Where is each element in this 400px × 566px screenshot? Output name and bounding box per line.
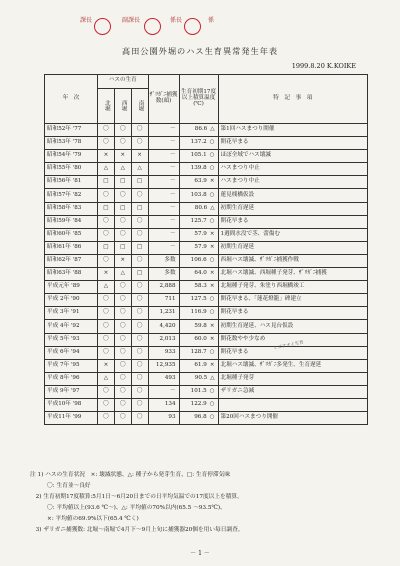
- temp-value: 59.8: [194, 322, 207, 329]
- zarigani-cell: 多数: [148, 268, 179, 281]
- temp-cell: [179, 398, 218, 411]
- zarigani-cell: －: [148, 228, 179, 241]
- note-cell: 蓮見桟橋仮設: [218, 189, 367, 202]
- year-cell: 平成 3年 '91: [45, 307, 98, 320]
- south-cell: 〇: [131, 254, 148, 267]
- temp-cell: [179, 359, 218, 372]
- south-cell: 〇: [131, 398, 148, 411]
- zarigani-cell: 1,231: [148, 307, 179, 320]
- year-cell: 昭和60年 '85: [45, 228, 98, 241]
- zarigani-cell: 933: [148, 346, 179, 359]
- col-notes: 特 記 事 項: [218, 75, 367, 124]
- temp-mark: ○: [209, 139, 215, 146]
- temp-cell: [179, 254, 218, 267]
- table-row: [45, 215, 368, 228]
- north-cell: ×: [98, 359, 115, 372]
- note-cell: 開花早まる、「蓮花燈籠」碑建立: [218, 294, 367, 307]
- table-row: [45, 176, 368, 189]
- col-north: 北堀: [98, 88, 115, 123]
- temp-value: 63.9: [194, 178, 207, 185]
- table-row: [45, 150, 368, 163]
- table-row: [45, 137, 368, 150]
- north-cell: 〇: [98, 189, 115, 202]
- table-row: [45, 189, 368, 202]
- south-cell: 〇: [131, 215, 148, 228]
- south-cell: 〇: [131, 189, 148, 202]
- note-cell: 北堀種子発芽、朱塗り西堀橋竣工: [218, 281, 367, 294]
- north-cell: △: [98, 163, 115, 176]
- temp-mark: △: [210, 204, 215, 211]
- temp-mark: ○: [209, 414, 215, 421]
- temp-mark: ×: [209, 243, 215, 250]
- note-cell: 北堀種子発芽: [218, 372, 367, 385]
- zarigani-cell: 4,420: [148, 320, 179, 333]
- south-cell: 〇: [131, 346, 148, 359]
- year-cell: 平成 4年 '92: [45, 320, 98, 333]
- year-cell: 平成 6年 '94: [45, 346, 98, 359]
- south-cell: □: [131, 241, 148, 254]
- temp-mark: ○: [209, 387, 215, 394]
- note-cell: 北堀ハス壊滅、西堀種子発芽、ｻﾞﾘｶﾞﾆ捕獲: [218, 268, 367, 281]
- col-west: 西堀: [114, 88, 131, 123]
- temp-cell: [179, 307, 218, 320]
- document-title: 高田公園外堀のハス生育異常発生年表: [121, 46, 279, 56]
- south-cell: □: [131, 268, 148, 281]
- north-cell: 〇: [98, 137, 115, 150]
- temp-value: 101.5: [190, 387, 207, 394]
- west-cell: 〇: [114, 189, 131, 202]
- south-cell: 〇: [131, 385, 148, 398]
- south-cell: △: [131, 163, 148, 176]
- temp-mark: ×: [209, 335, 215, 342]
- temp-value: 86.6: [194, 126, 208, 133]
- temp-value: 125.7: [190, 217, 207, 224]
- year-cell: 昭和62年 '87: [45, 254, 98, 267]
- north-cell: △: [98, 281, 115, 294]
- footnote-line: 注 1) ハスの生育状況 ×: 壊滅状態、△: 種子から発芽生育、□: 生育停滞気味: [30, 472, 231, 478]
- temp-mark: ○: [209, 152, 215, 159]
- temp-value: 127.5: [190, 296, 207, 303]
- temp-mark: ○: [209, 309, 215, 316]
- year-cell: 平成 8年 '96: [45, 372, 98, 385]
- temp-cell: [179, 320, 218, 333]
- north-cell: 〇: [98, 412, 115, 425]
- north-cell: 〇: [98, 398, 115, 411]
- temp-value: 105.1: [190, 152, 207, 159]
- zarigani-cell: 12,935: [148, 359, 179, 372]
- west-cell: △: [114, 163, 131, 176]
- temp-value: 103.8: [190, 191, 207, 198]
- col-south: 南堀: [131, 88, 148, 123]
- temp-mark: ×: [209, 230, 215, 237]
- temp-mark: ○: [209, 217, 215, 224]
- temp-value: 116.9: [190, 309, 207, 316]
- temp-cell: [179, 124, 218, 137]
- stamp-label-kacho: 課長: [80, 17, 93, 24]
- year-cell: 平成 2年 '90: [45, 294, 98, 307]
- table-row: [45, 124, 368, 137]
- temp-mark: ○: [209, 296, 215, 303]
- temp-value: 128.7: [190, 348, 207, 355]
- temp-mark: ○: [209, 191, 215, 198]
- south-cell: 〇: [131, 281, 148, 294]
- footnotes: [30, 470, 380, 536]
- note-cell: 開花早まる: [218, 137, 367, 150]
- temp-mark: ×: [209, 270, 215, 277]
- table-row: [45, 241, 368, 254]
- west-cell: △: [114, 268, 131, 281]
- west-cell: 〇: [114, 228, 131, 241]
- note-cell: ハスまつり中止: [218, 163, 367, 176]
- note-cell: 初期生育遅延: [218, 202, 367, 215]
- zarigani-cell: 93: [148, 412, 179, 425]
- temp-value: 61.9: [194, 361, 207, 368]
- temp-mark: △: [210, 126, 215, 133]
- footnote-line: 2) 生育初期17度積算:5月1日～6月20日までの日平均気温での17度以上を積算。: [30, 494, 243, 500]
- temp-cell: [179, 176, 218, 189]
- temp-cell: [179, 372, 218, 385]
- north-cell: 〇: [98, 215, 115, 228]
- west-cell: 〇: [114, 333, 131, 346]
- temp-value: 58.3: [194, 283, 207, 290]
- note-cell: 開花早まる: [218, 215, 367, 228]
- temp-cell: [179, 215, 218, 228]
- year-cell: 昭和55年 '80: [45, 163, 98, 176]
- temp-mark: ×: [209, 178, 215, 185]
- south-cell: □: [131, 202, 148, 215]
- zarigani-cell: 2,013: [148, 333, 179, 346]
- footnote-line: 〇: 生育並～良好: [30, 483, 91, 489]
- north-cell: 〇: [98, 294, 115, 307]
- temp-mark: ×: [209, 361, 215, 368]
- table-row: [45, 163, 368, 176]
- table-row: [45, 281, 368, 294]
- temp-mark: ○: [209, 165, 215, 172]
- temp-cell: [179, 412, 218, 425]
- zarigani-cell: －: [148, 176, 179, 189]
- note-cell: 開花早まる: [218, 307, 367, 320]
- year-cell: 昭和61年 '86: [45, 241, 98, 254]
- west-cell: 〇: [114, 412, 131, 425]
- col-year: 年 次: [45, 75, 98, 124]
- west-cell: 〇: [114, 385, 131, 398]
- zarigani-cell: －: [148, 202, 179, 215]
- table-row: [45, 398, 368, 411]
- temp-value: 57.9: [194, 243, 207, 250]
- stamp-label-kakaricho: 係長: [170, 17, 183, 24]
- west-cell: 〇: [114, 398, 131, 411]
- year-cell: 昭和53年 '78: [45, 137, 98, 150]
- table-row: [45, 254, 368, 267]
- seal-icon: [184, 18, 201, 35]
- note-cell: 開花数やや少なめ: [218, 333, 367, 346]
- temp-value: 57.9: [194, 230, 207, 237]
- west-cell: □: [114, 241, 131, 254]
- temp-cell: [179, 268, 218, 281]
- zarigani-cell: －: [148, 163, 179, 176]
- temp-value: 137.2: [190, 139, 207, 146]
- north-cell: 〇: [98, 320, 115, 333]
- temp-mark: ×: [209, 283, 215, 290]
- north-cell: 〇: [98, 307, 115, 320]
- temp-value: 64.0: [194, 270, 207, 277]
- col-growth: ハスの生育: [98, 75, 149, 89]
- south-cell: 〇: [131, 412, 148, 425]
- temp-cell: [179, 294, 218, 307]
- temp-value: 139.8: [190, 165, 207, 172]
- south-cell: □: [131, 176, 148, 189]
- zarigani-cell: －: [148, 241, 179, 254]
- zarigani-cell: －: [148, 137, 179, 150]
- north-cell: △: [98, 372, 115, 385]
- table-row: [45, 385, 368, 398]
- table-row: [45, 268, 368, 281]
- west-cell: 〇: [114, 359, 131, 372]
- temp-cell: [179, 150, 218, 163]
- north-cell: 〇: [98, 346, 115, 359]
- note-cell: 第1回ハスまつり開催: [218, 124, 367, 137]
- temp-cell: [179, 202, 218, 215]
- year-cell: 昭和56年 '81: [45, 176, 98, 189]
- stamp-label-kakari: 係: [208, 17, 215, 24]
- temp-value: 80.6: [194, 204, 208, 211]
- table-row: [45, 412, 368, 425]
- note-cell: 開花早まる: [218, 346, 367, 359]
- year-cell: 平成元年 '89: [45, 281, 98, 294]
- west-cell: 〇: [114, 294, 131, 307]
- col-temp: 生育初期17度以上積算温度(℃): [179, 75, 218, 124]
- year-cell: 昭和58年 '83: [45, 202, 98, 215]
- year-cell: 平成 7年 '95: [45, 359, 98, 372]
- temp-cell: [179, 241, 218, 254]
- west-cell: 〇: [114, 320, 131, 333]
- south-cell: 〇: [131, 359, 148, 372]
- handwritten-note: ミズアオイ生育: [272, 340, 305, 352]
- stamp-label-fukukacho: 副課長: [122, 17, 141, 24]
- year-cell: 昭和52年 '77: [45, 124, 98, 137]
- south-cell: 〇: [131, 320, 148, 333]
- year-cell: 昭和63年 '88: [45, 268, 98, 281]
- temp-value: 60.0: [194, 335, 207, 342]
- zarigani-cell: －: [148, 385, 179, 398]
- north-cell: ×: [98, 268, 115, 281]
- south-cell: 〇: [131, 307, 148, 320]
- temp-mark: ○: [209, 401, 215, 408]
- note-cell: ほぼ全域でハス壊滅: [218, 150, 367, 163]
- zarigani-cell: 2,888: [148, 281, 179, 294]
- north-cell: 〇: [98, 385, 115, 398]
- west-cell: 〇: [114, 346, 131, 359]
- west-cell: □: [114, 202, 131, 215]
- table-row: [45, 307, 368, 320]
- temp-cell: [179, 385, 218, 398]
- temp-value: 122.9: [190, 401, 207, 408]
- west-cell: 〇: [114, 137, 131, 150]
- temp-cell: [179, 189, 218, 202]
- zarigani-cell: 多数: [148, 254, 179, 267]
- seal-icon: [144, 18, 161, 35]
- north-cell: 〇: [98, 254, 115, 267]
- document-date-author: 1999.8.20 K.KOIKE: [291, 62, 356, 70]
- zarigani-cell: 493: [148, 372, 179, 385]
- zarigani-cell: 134: [148, 398, 179, 411]
- west-cell: 〇: [114, 372, 131, 385]
- west-cell: 〇: [114, 215, 131, 228]
- year-cell: 平成 5年 '93: [45, 333, 98, 346]
- temp-cell: [179, 346, 218, 359]
- south-cell: 〇: [131, 372, 148, 385]
- zarigani-cell: －: [148, 215, 179, 228]
- note-cell: 初期生育遅延: [218, 241, 367, 254]
- table-row: [45, 294, 368, 307]
- note-cell: ハスまつり中止: [218, 176, 367, 189]
- zarigani-cell: －: [148, 189, 179, 202]
- temp-cell: [179, 281, 218, 294]
- west-cell: ×: [114, 254, 131, 267]
- table-row: [45, 228, 368, 241]
- zarigani-cell: 711: [148, 294, 179, 307]
- year-cell: 平成11年 '99: [45, 412, 98, 425]
- year-cell: 昭和54年 '79: [45, 150, 98, 163]
- south-cell: 〇: [131, 137, 148, 150]
- year-cell: 昭和57年 '82: [45, 189, 98, 202]
- page-number: － 1 －: [190, 550, 210, 557]
- footnote-line: 〇: 平均値以上(93.6 ℃～)、△: 平均値の70%以内(65.5 ～93.5℃)、: [30, 505, 226, 511]
- west-cell: 〇: [114, 281, 131, 294]
- north-cell: 〇: [98, 124, 115, 137]
- north-cell: ×: [98, 150, 115, 163]
- temp-cell: [179, 228, 218, 241]
- south-cell: 〇: [131, 124, 148, 137]
- west-cell: ×: [114, 150, 131, 163]
- temp-value: 96.8: [194, 414, 207, 421]
- north-cell: 〇: [98, 333, 115, 346]
- note-cell: 北堀ハス壊滅、ｻﾞﾘｶﾞﾆ多発生、生育遅延: [218, 359, 367, 372]
- zarigani-cell: －: [148, 150, 179, 163]
- footnote-line: 3) ザリガニ捕獲数: 北堀～南堀で4月下～9月上旬に捕獲器20個を用い毎日調査。: [30, 527, 244, 533]
- north-cell: □: [98, 202, 115, 215]
- north-cell: □: [98, 176, 115, 189]
- col-zarigani: ｻﾞﾘｶﾞﾆ捕獲数(頭): [148, 75, 179, 124]
- note-cell: ザリガニ急減: [218, 385, 367, 398]
- temp-cell: [179, 137, 218, 150]
- note-cell: 1週間水没で茎、蕾傷む: [218, 228, 367, 241]
- temp-value: 90.5: [194, 374, 208, 381]
- year-cell: 昭和59年 '84: [45, 215, 98, 228]
- year-cell: 平成 9年 '97: [45, 385, 98, 398]
- footnote-line: ×: 平均値の69.9%以下(65.4 ℃く): [30, 516, 139, 522]
- temp-mark: ○: [209, 348, 215, 355]
- north-cell: □: [98, 241, 115, 254]
- seal-icon: [94, 18, 111, 35]
- temp-mark: △: [210, 374, 215, 381]
- zarigani-cell: －: [148, 124, 179, 137]
- south-cell: 〇: [131, 294, 148, 307]
- note-cell: [218, 398, 367, 411]
- west-cell: 〇: [114, 307, 131, 320]
- south-cell: 〇: [131, 333, 148, 346]
- note-cell: 西堀ハス壊滅、ｻﾞﾘｶﾞﾆ捕獲作戦: [218, 254, 367, 267]
- table-row: [45, 202, 368, 215]
- north-cell: 〇: [98, 228, 115, 241]
- approval-stamps: [60, 12, 220, 40]
- west-cell: 〇: [114, 124, 131, 137]
- south-cell: 〇: [131, 228, 148, 241]
- temp-cell: [179, 333, 218, 346]
- table-row: [45, 320, 368, 333]
- temp-mark: ×: [209, 322, 215, 329]
- year-cell: 平成10年 '98: [45, 398, 98, 411]
- temp-cell: [179, 163, 218, 176]
- note-cell: 初期生育遅延、ハス見台仮設: [218, 320, 367, 333]
- note-cell: 第20回ハスまつり開催: [218, 412, 367, 425]
- temp-mark: ○: [209, 257, 215, 264]
- temp-value: 106.6: [190, 257, 207, 264]
- south-cell: ×: [131, 150, 148, 163]
- west-cell: □: [114, 176, 131, 189]
